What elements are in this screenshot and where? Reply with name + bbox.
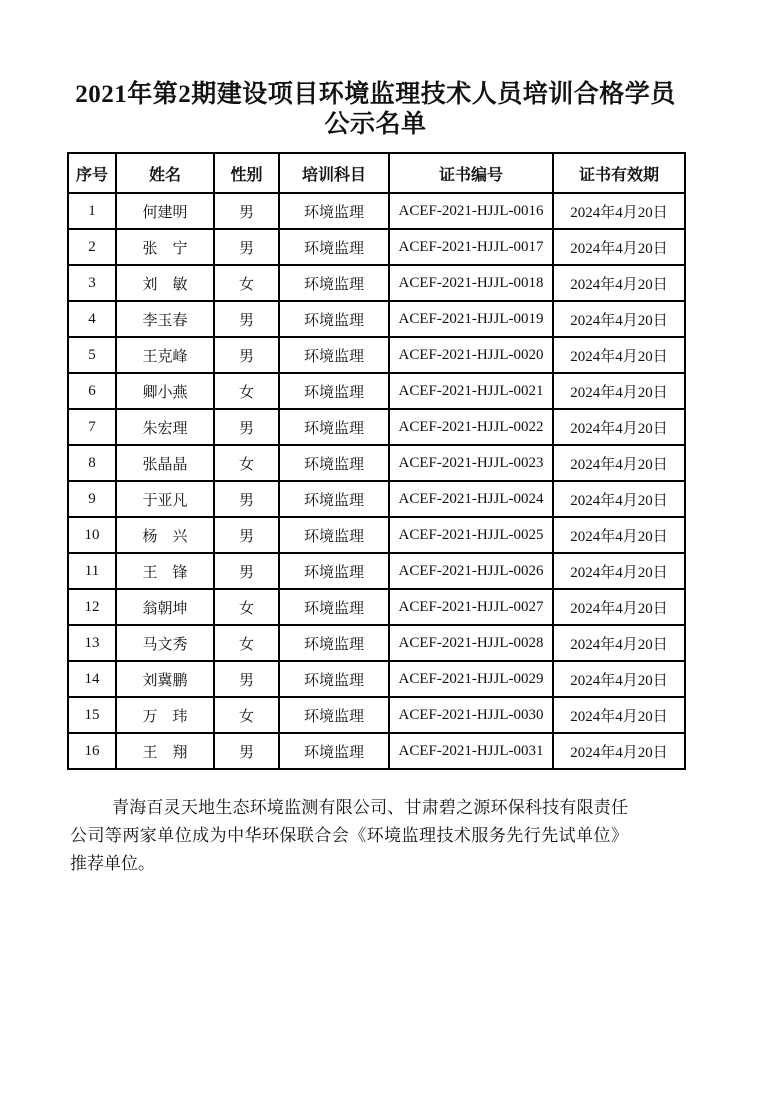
- cell-gender: 女: [214, 625, 279, 661]
- cell-valid-until: 2024年4月20日: [553, 373, 685, 409]
- cell-index: 1: [68, 193, 116, 229]
- cell-cert-no: ACEF-2021-HJJL-0026: [389, 553, 553, 589]
- cell-valid-until: 2024年4月20日: [553, 697, 685, 733]
- column-header-subject: 培训科目: [279, 153, 389, 193]
- table-row: [68, 517, 685, 553]
- cell-name: 马文秀: [116, 625, 214, 661]
- cell-name: 刘 敏: [116, 265, 214, 301]
- cell-subject: 环境监理: [279, 625, 389, 661]
- cell-subject: 环境监理: [279, 409, 389, 445]
- cell-subject: 环境监理: [279, 553, 389, 589]
- table-row: [68, 445, 685, 481]
- table-row: [68, 337, 685, 373]
- cell-cert-no: ACEF-2021-HJJL-0019: [389, 301, 553, 337]
- cell-index: 2: [68, 229, 116, 265]
- cell-name: 张 宁: [116, 229, 214, 265]
- cell-subject: 环境监理: [279, 193, 389, 229]
- cell-valid-until: 2024年4月20日: [553, 229, 685, 265]
- cell-subject: 环境监理: [279, 265, 389, 301]
- cell-name: 何建明: [116, 193, 214, 229]
- cell-index: 13: [68, 625, 116, 661]
- cell-name: 王克峰: [116, 337, 214, 373]
- cell-gender: 女: [214, 697, 279, 733]
- cell-gender: 男: [214, 553, 279, 589]
- cell-valid-until: 2024年4月20日: [553, 517, 685, 553]
- cell-gender: 男: [214, 229, 279, 265]
- page-title-line-1: 2021年第2期建设项目环境监理技术人员培训合格学员: [75, 81, 676, 108]
- cell-name: 刘冀鹏: [116, 661, 214, 697]
- cell-cert-no: ACEF-2021-HJJL-0027: [389, 589, 553, 625]
- column-header-gender: 性别: [214, 153, 279, 193]
- table-row: [68, 265, 685, 301]
- cell-index: 4: [68, 301, 116, 337]
- table-row: [68, 733, 685, 769]
- cell-subject: 环境监理: [279, 661, 389, 697]
- table-row: [68, 301, 685, 337]
- cell-valid-until: 2024年4月20日: [553, 301, 685, 337]
- table-row: [68, 661, 685, 697]
- cell-gender: 男: [214, 733, 279, 769]
- cell-index: 11: [68, 553, 116, 589]
- table-row: [68, 409, 685, 445]
- table-row: [68, 229, 685, 265]
- cell-index: 8: [68, 445, 116, 481]
- cell-index: 9: [68, 481, 116, 517]
- cell-gender: 男: [214, 481, 279, 517]
- cell-valid-until: 2024年4月20日: [553, 625, 685, 661]
- cell-name: 杨 兴: [116, 517, 214, 553]
- cell-subject: 环境监理: [279, 445, 389, 481]
- cell-gender: 男: [214, 661, 279, 697]
- cell-valid-until: 2024年4月20日: [553, 409, 685, 445]
- cell-subject: 环境监理: [279, 589, 389, 625]
- cell-index: 12: [68, 589, 116, 625]
- footer-paragraph: 青海百灵天地生态环境监测有限公司、甘肃碧之源环保科技有限责任公司等两家单位成为中华环保联合会《环境监理技术服务先行先试单位》推荐单位。: [70, 798, 628, 873]
- cell-valid-until: 2024年4月20日: [553, 445, 685, 481]
- cell-subject: 环境监理: [279, 301, 389, 337]
- cell-valid-until: 2024年4月20日: [553, 481, 685, 517]
- table-row: [68, 193, 685, 229]
- table-row: [68, 481, 685, 517]
- cell-cert-no: ACEF-2021-HJJL-0031: [389, 733, 553, 769]
- cell-subject: 环境监理: [279, 733, 389, 769]
- cell-gender: 男: [214, 301, 279, 337]
- cell-index: 3: [68, 265, 116, 301]
- cell-cert-no: ACEF-2021-HJJL-0022: [389, 409, 553, 445]
- cell-name: 万 玮: [116, 697, 214, 733]
- cell-cert-no: ACEF-2021-HJJL-0016: [389, 193, 553, 229]
- cell-cert-no: ACEF-2021-HJJL-0024: [389, 481, 553, 517]
- cell-valid-until: 2024年4月20日: [553, 193, 685, 229]
- cell-subject: 环境监理: [279, 697, 389, 733]
- cell-cert-no: ACEF-2021-HJJL-0020: [389, 337, 553, 373]
- table-row: [68, 589, 685, 625]
- cell-name: 翁朝坤: [116, 589, 214, 625]
- cell-valid-until: 2024年4月20日: [553, 661, 685, 697]
- column-header-name: 姓名: [116, 153, 214, 193]
- table-body: [68, 193, 685, 769]
- table-row: [68, 697, 685, 733]
- cell-valid-until: 2024年4月20日: [553, 733, 685, 769]
- cell-index: 6: [68, 373, 116, 409]
- cell-gender: 女: [214, 265, 279, 301]
- cell-index: 5: [68, 337, 116, 373]
- cell-gender: 女: [214, 445, 279, 481]
- cell-cert-no: ACEF-2021-HJJL-0021: [389, 373, 553, 409]
- column-header-index: 序号: [68, 153, 116, 193]
- cell-name: 卿小燕: [116, 373, 214, 409]
- cell-index: 15: [68, 697, 116, 733]
- cell-subject: 环境监理: [279, 229, 389, 265]
- column-header-valid-until: 证书有效期: [553, 153, 685, 193]
- cell-gender: 男: [214, 517, 279, 553]
- cell-cert-no: ACEF-2021-HJJL-0025: [389, 517, 553, 553]
- roster-table: [67, 152, 686, 770]
- cell-index: 7: [68, 409, 116, 445]
- cell-subject: 环境监理: [279, 481, 389, 517]
- cell-subject: 环境监理: [279, 337, 389, 373]
- cell-cert-no: ACEF-2021-HJJL-0017: [389, 229, 553, 265]
- cell-cert-no: ACEF-2021-HJJL-0023: [389, 445, 553, 481]
- table-row: [68, 553, 685, 589]
- cell-gender: 男: [214, 193, 279, 229]
- cell-name: 张晶晶: [116, 445, 214, 481]
- cell-index: 16: [68, 733, 116, 769]
- cell-gender: 男: [214, 337, 279, 373]
- cell-valid-until: 2024年4月20日: [553, 337, 685, 373]
- cell-cert-no: ACEF-2021-HJJL-0018: [389, 265, 553, 301]
- cell-gender: 男: [214, 409, 279, 445]
- cell-name: 于亚凡: [116, 481, 214, 517]
- column-header-cert-no: 证书编号: [389, 153, 553, 193]
- page-title-line-2: 公示名单: [324, 111, 427, 138]
- table-row: [68, 625, 685, 661]
- cell-gender: 女: [214, 589, 279, 625]
- table-row: [68, 373, 685, 409]
- cell-valid-until: 2024年4月20日: [553, 589, 685, 625]
- cell-name: 王 翔: [116, 733, 214, 769]
- cell-name: 李玉春: [116, 301, 214, 337]
- cell-index: 14: [68, 661, 116, 697]
- cell-gender: 女: [214, 373, 279, 409]
- cell-cert-no: ACEF-2021-HJJL-0030: [389, 697, 553, 733]
- cell-cert-no: ACEF-2021-HJJL-0029: [389, 661, 553, 697]
- cell-subject: 环境监理: [279, 517, 389, 553]
- cell-index: 10: [68, 517, 116, 553]
- cell-name: 朱宏理: [116, 409, 214, 445]
- cell-name: 王 锋: [116, 553, 214, 589]
- cell-cert-no: ACEF-2021-HJJL-0028: [389, 625, 553, 661]
- cell-subject: 环境监理: [279, 373, 389, 409]
- cell-valid-until: 2024年4月20日: [553, 265, 685, 301]
- cell-valid-until: 2024年4月20日: [553, 553, 685, 589]
- page-title: [67, 80, 684, 140]
- table-header-row: [68, 153, 685, 193]
